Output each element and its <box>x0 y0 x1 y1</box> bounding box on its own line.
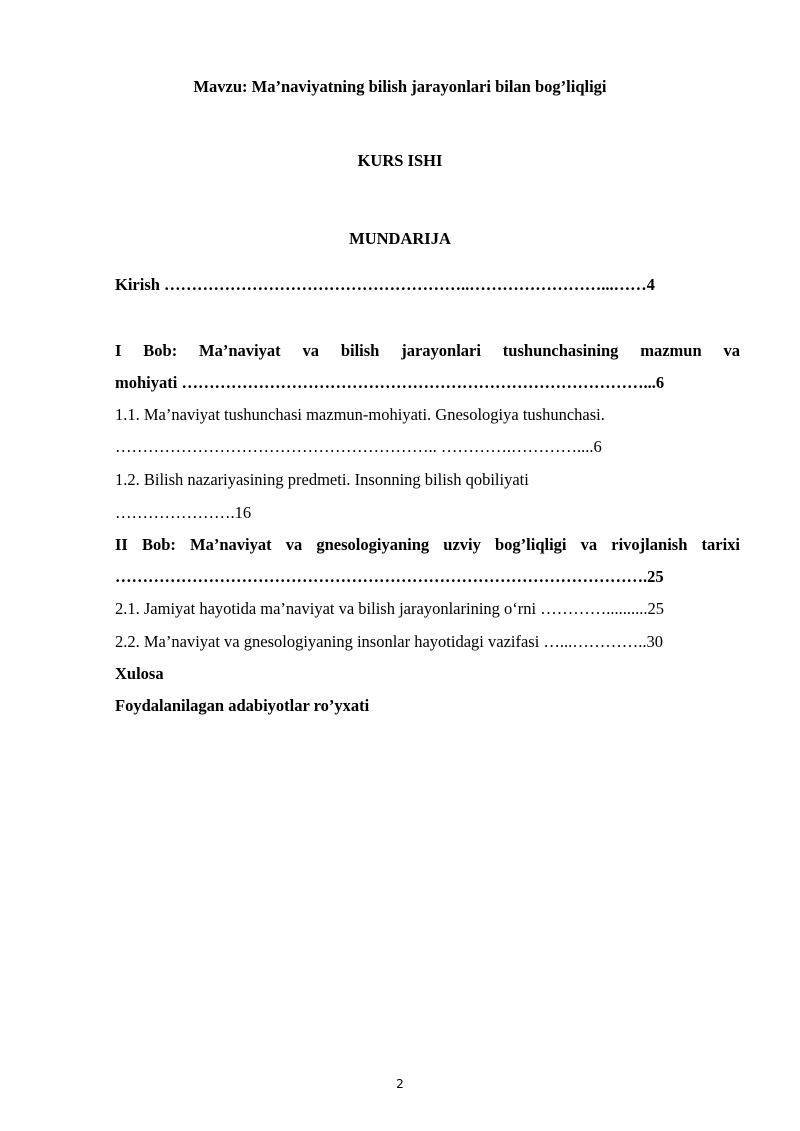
toc-entry-section-1-1: 1.1. Ma’naviyat tushunchasi mazmun-mohiyati. Gnesologiya tushunchasi. <box>115 405 605 424</box>
toc-entry-conclusion: Xulosa <box>115 664 164 683</box>
toc-entry-section-1-2-continued: ………………….16 <box>115 503 252 522</box>
toc-entry-chapter-1: I Bob: Ma’naviyat va bilish jarayonlari tushunchasining mazmun va <box>115 341 740 360</box>
toc-entry-chapter-2: II Bob: Ma’naviyat va gnesologiyaning uzviy bog’liqligi va rivojlanish tarixi <box>115 535 740 554</box>
toc-entry-references: Foydalanilagan adabiyotlar ro’yxati <box>115 696 370 715</box>
toc-entry-chapter-2-continued: …………………………………………………………………………………….25 <box>115 567 664 586</box>
toc-entry-section-1-2: 1.2. Bilish nazariyasining predmeti. Insonning bilish qobiliyati <box>115 470 529 489</box>
toc-entry-section-2-1: 2.1. Jamiyat hayotida ma’naviyat va bilish jarayonlarining oʻrni …………..........25 <box>115 599 664 618</box>
contents-heading: MUNDARIJA <box>349 229 451 248</box>
document-topic: Mavzu: Ma’naviyatning bilish jarayonlari bilan bog’liqligi <box>193 77 607 96</box>
work-type-title: KURS ISHI <box>357 151 443 170</box>
page-number: 2 <box>396 1077 404 1091</box>
toc-entry-section-2-2: 2.2. Ma’naviyat va gnesologiyaning insonlar hayotidagi vazifasi …...…………..30 <box>115 632 664 651</box>
toc-entry-section-1-1-continued: ………………………………………………….. ………….…………....6 <box>115 437 602 456</box>
toc-entry-chapter-1-continued: mohiyati …………………………………………………………………………...6 <box>115 373 665 392</box>
toc-entry-introduction: Kirish ………………………………………………..……………………...……4 <box>115 275 655 294</box>
